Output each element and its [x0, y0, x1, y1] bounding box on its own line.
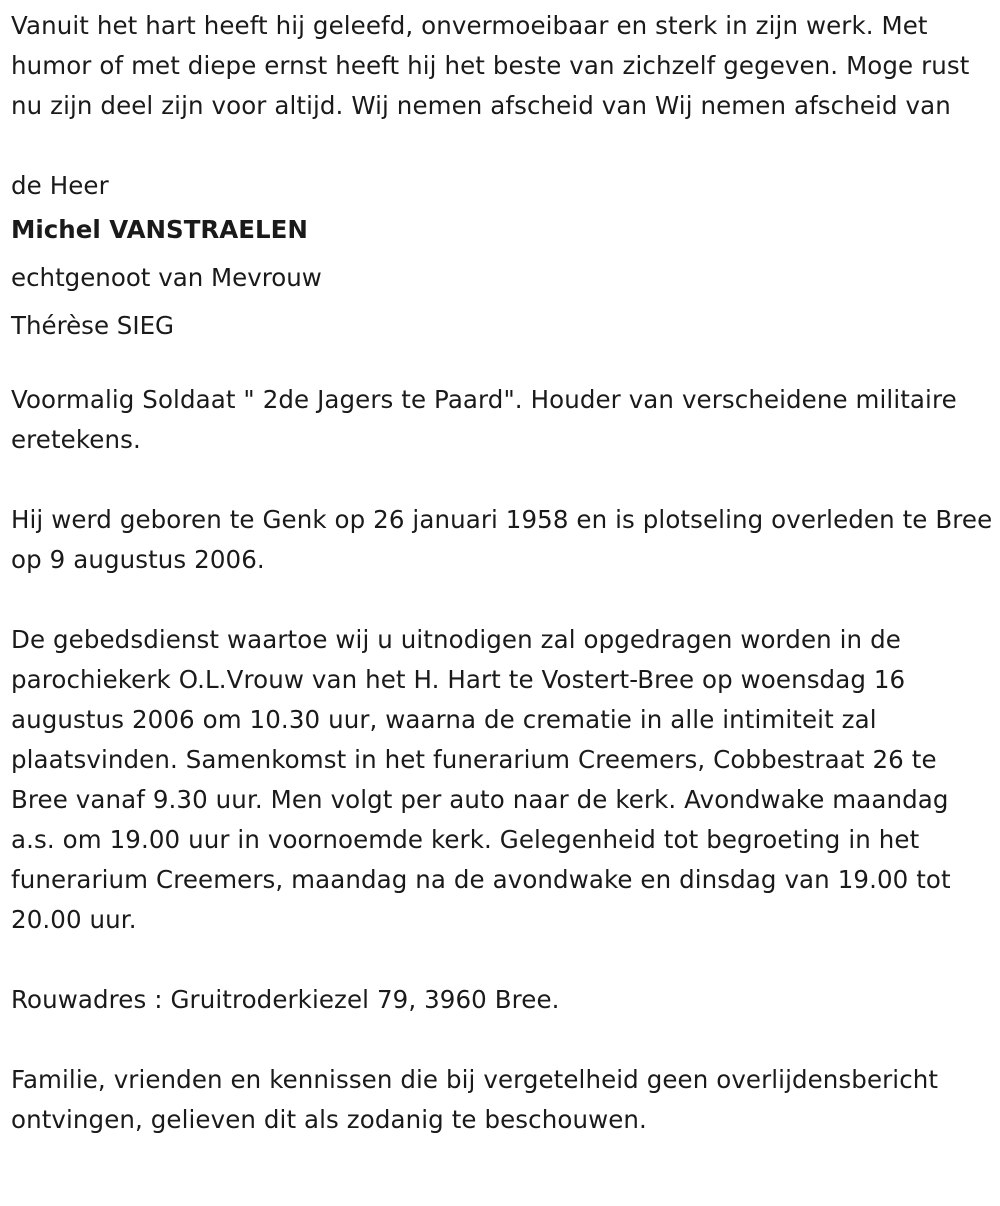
spacer — [11, 940, 996, 980]
address-paragraph: Rouwadres : Gruitroderkiezel 79, 3960 Bree. — [11, 985, 560, 1014]
salutation: de Heer — [11, 171, 109, 200]
death-notice — [11, 6, 996, 1140]
intro-paragraph: Vanuit het hart heeft hij geleefd, onvermoeibaar en sterk in zijn werk. Met humor of met diepe ernst heeft hij het beste van zichzelf gegeven. Moge rust nu zijn deel zijn voor altijd. Wij nemen afscheid van Wij nemen afscheid van — [11, 11, 970, 120]
deceased-name: Michel VANSTRAELEN — [11, 215, 308, 244]
spouse-relation: echtgenoot van Mevrouw — [11, 263, 322, 292]
spouse-name: Thérèse SIEG — [11, 311, 175, 340]
spacer — [11, 460, 996, 500]
closing-paragraph: Familie, vrienden en kennissen die bij vergetelheid geen overlijdensbericht ontvingen, gelieven dit als zodanig te beschouwen. — [11, 1065, 939, 1134]
spacer — [11, 126, 996, 166]
service-paragraph: De gebedsdienst waartoe wij u uitnodigen zal opgedragen worden in de parochiekerk O.L.Vrouw van het H. Hart te Vostert-Bree op woensdag 16 augustus 2006 om 10.30 uur, waarna de crematie in alle intimiteit zal plaatsvinden. Samenkomst in het funerarium Creemers, Cobbestraat 26 te Bree vanaf 9.30 uur. Men volgt per auto naar de kerk. Avondwake maandag a.s. om 19.00 uur in voornoemde kerk. Gelegenheid tot begroeting in het funerarium Creemers, maandag na de avondwake en dinsdag van 19.00 tot 20.00 uur. — [11, 625, 951, 934]
spacer — [11, 1020, 996, 1060]
birth-death-paragraph: Hij werd geboren te Genk op 26 januari 1958 en is plotseling overleden te Bree op 9 augustus 2006. — [11, 505, 993, 574]
military-paragraph: Voormalig Soldaat " 2de Jagers te Paard". Houder van verscheidene militaire eretekens. — [11, 385, 957, 454]
spacer — [11, 350, 996, 380]
spacer — [11, 580, 996, 620]
